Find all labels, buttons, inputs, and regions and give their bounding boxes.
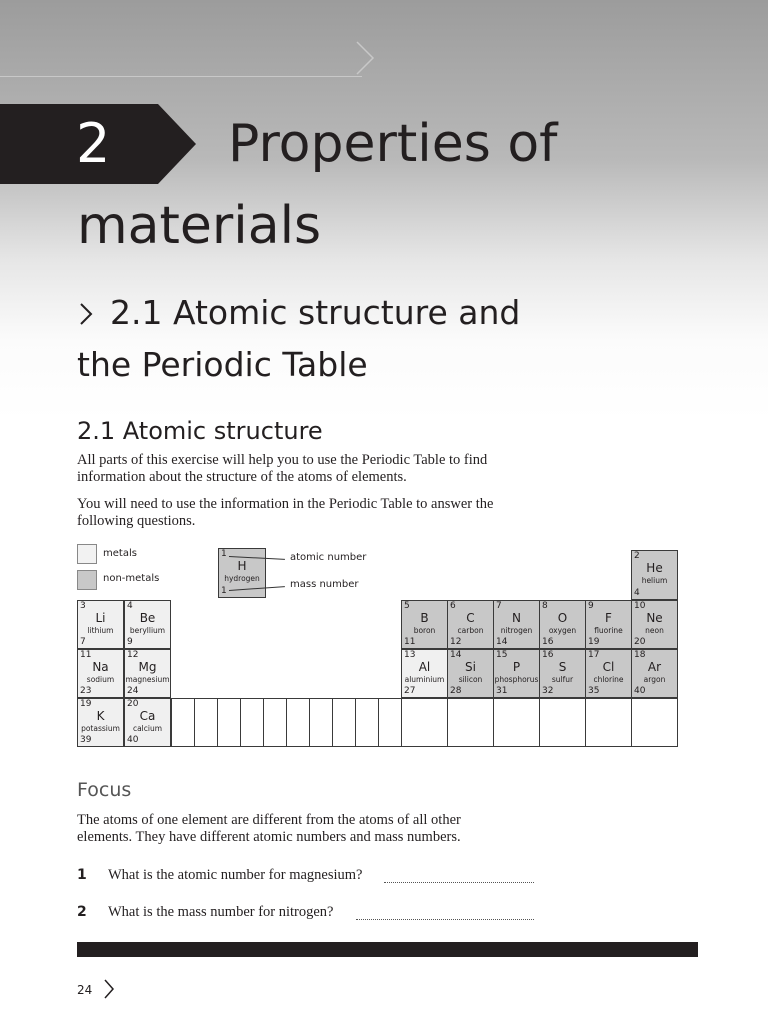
page-number: 24 [77, 983, 93, 997]
legend-swatch-metals [77, 544, 97, 564]
element-cell-k [77, 698, 124, 747]
element-atomic-number: 13 [404, 650, 416, 660]
chevron-right-icon [355, 40, 375, 76]
subsection-title: 2.1 Atomic structure [77, 417, 323, 445]
element-cell-ar [631, 649, 678, 698]
element-name: neon [645, 626, 664, 635]
empty-element-cell [539, 698, 586, 747]
element-atomic-number: 7 [496, 601, 502, 611]
chapter-title: Properties of [228, 114, 558, 174]
element-atomic-number: 17 [588, 650, 600, 660]
element-mass-number: 23 [80, 686, 92, 696]
element-symbol: Ca [139, 709, 156, 723]
element-name: sulfur [551, 675, 574, 684]
element-name: fluorine [594, 626, 623, 635]
empty-element-cell [585, 698, 632, 747]
key-mass-number: 1 [221, 586, 227, 596]
element-atomic-number: 5 [404, 601, 410, 611]
element-cell-s [539, 649, 586, 698]
element-atomic-number: 4 [127, 601, 133, 611]
answer-line-2[interactable] [356, 907, 534, 920]
section-chevron-icon [78, 302, 94, 326]
element-mass-number: 27 [404, 686, 416, 696]
element-atomic-number: 20 [127, 699, 139, 709]
element-name: phosphorus [494, 675, 539, 684]
element-symbol: Na [92, 660, 109, 674]
empty-element-cell [286, 698, 310, 747]
empty-element-cell [217, 698, 241, 747]
empty-element-cell [447, 698, 494, 747]
element-name: calcium [132, 724, 163, 733]
element-cell-c [447, 600, 494, 649]
element-name: nitrogen [500, 626, 533, 635]
answer-line-1[interactable] [384, 870, 534, 883]
element-symbol: Al [418, 660, 431, 674]
question-text-2: What is the mass number for nitrogen? [108, 904, 334, 920]
empty-element-cell [378, 698, 402, 747]
key-cell [218, 548, 266, 598]
intro-paragraph-1: All parts of this exercise will help you to use the Periodic Table to find information about the structure of the atoms of elements. [77, 452, 488, 485]
element-name: boron [413, 626, 436, 635]
element-name: helium [641, 576, 668, 585]
element-mass-number: 35 [588, 686, 600, 696]
section-title-continued: the Periodic Table [77, 345, 368, 384]
element-name: chlorine [593, 675, 624, 684]
element-mass-number: 12 [450, 637, 462, 647]
element-name: argon [643, 675, 666, 684]
empty-element-cell [194, 698, 218, 747]
element-symbol: Si [465, 660, 476, 674]
element-cell-ca [124, 698, 171, 747]
element-mass-number: 16 [542, 637, 554, 647]
element-name: potassium [81, 724, 120, 733]
element-symbol: B [420, 611, 429, 625]
empty-element-cell [309, 698, 333, 747]
element-symbol: F [605, 611, 612, 625]
element-symbol: P [512, 660, 521, 674]
element-atomic-number: 16 [542, 650, 554, 660]
element-symbol: He [646, 561, 663, 575]
element-symbol: S [558, 660, 567, 674]
element-atomic-number: 15 [496, 650, 508, 660]
question-text-1: What is the atomic number for magnesium? [108, 867, 363, 883]
element-cell-na [77, 649, 124, 698]
focus-text: The atoms of one element are different from the atoms of all other elements. They have different atomic numbers and mass numbers. [77, 812, 461, 845]
element-name: sodium [86, 675, 115, 684]
element-mass-number: 39 [80, 735, 92, 745]
element-cell-o [539, 600, 586, 649]
element-cell-p [493, 649, 540, 698]
element-mass-number: 9 [127, 637, 133, 647]
intro-paragraph-2: You will need to use the information in the Periodic Table to answer the following questions. [77, 496, 494, 529]
element-atomic-number: 3 [80, 601, 86, 611]
element-mass-number: 40 [634, 686, 646, 696]
key-label-mass-number: mass number [290, 579, 359, 590]
element-mass-number: 7 [80, 637, 86, 647]
focus-heading: Focus [77, 779, 132, 801]
element-atomic-number: 6 [450, 601, 456, 611]
element-mass-number: 14 [496, 637, 508, 647]
element-atomic-number: 19 [80, 699, 92, 709]
key-name: hydrogen [224, 574, 260, 583]
element-atomic-number: 10 [634, 601, 646, 611]
empty-element-cell [401, 698, 448, 747]
empty-element-cell [240, 698, 264, 747]
element-cell-be [124, 600, 171, 649]
element-name: silicon [458, 675, 483, 684]
element-atomic-number: 11 [80, 650, 92, 660]
empty-element-cell [263, 698, 287, 747]
footer-bar [77, 942, 698, 957]
element-symbol: Cl [602, 660, 615, 674]
element-atomic-number: 14 [450, 650, 462, 660]
element-atomic-number: 12 [127, 650, 139, 660]
element-symbol: Ar [647, 660, 662, 674]
element-cell-si [447, 649, 494, 698]
element-mass-number: 28 [450, 686, 462, 696]
element-symbol: C [466, 611, 475, 625]
element-name: magnesium [125, 675, 170, 684]
element-cell-b [401, 600, 448, 649]
chevron-right-icon [103, 978, 115, 1000]
element-mass-number: 24 [127, 686, 139, 696]
element-cell-al [401, 649, 448, 698]
element-atomic-number: 18 [634, 650, 646, 660]
element-mass-number: 19 [588, 637, 600, 647]
element-atomic-number: 8 [542, 601, 548, 611]
empty-element-cell [355, 698, 379, 747]
question-number-1: 1 [77, 867, 87, 883]
section-title: 2.1 Atomic structure and [110, 293, 521, 332]
element-cell-n [493, 600, 540, 649]
chapter-title-continued: materials [77, 196, 322, 256]
element-name: lithium [87, 626, 114, 635]
empty-element-cell [493, 698, 540, 747]
chapter-number: 2 [76, 112, 111, 175]
legend-label-non-metals: non-metals [103, 573, 160, 584]
element-symbol: Li [95, 611, 106, 625]
element-symbol: Ne [646, 611, 663, 625]
key-symbol: H [237, 559, 247, 573]
element-mass-number: 11 [404, 637, 416, 647]
element-atomic-number: 9 [588, 601, 594, 611]
element-symbol: K [96, 709, 105, 723]
legend-swatch-non-metals [77, 570, 97, 590]
header-rule [0, 76, 362, 77]
element-mass-number: 32 [542, 686, 554, 696]
element-symbol: O [557, 611, 568, 625]
legend-label-metals: metals [103, 548, 137, 559]
element-symbol: N [512, 611, 521, 625]
element-cell-li [77, 600, 124, 649]
question-number-2: 2 [77, 904, 87, 920]
element-cell-mg [124, 649, 171, 698]
element-mass-number: 31 [496, 686, 508, 696]
element-name: oxygen [548, 626, 577, 635]
element-mass-number: 40 [127, 735, 139, 745]
element-cell-cl [585, 649, 632, 698]
element-name: carbon [457, 626, 484, 635]
element-cell-ne [631, 600, 678, 649]
element-cell-he [631, 550, 678, 600]
element-symbol: Mg [138, 660, 157, 674]
element-cell-f [585, 600, 632, 649]
key-label-atomic-number: atomic number [290, 552, 367, 563]
empty-element-cell [332, 698, 356, 747]
element-symbol: Be [139, 611, 156, 625]
element-name: beryllium [129, 626, 166, 635]
element-mass-number: 20 [634, 637, 646, 647]
element-mass-number: 4 [634, 588, 640, 598]
element-atomic-number: 2 [634, 551, 640, 561]
key-atomic-number: 1 [221, 549, 227, 559]
element-name: aluminium [404, 675, 445, 684]
empty-element-cell [631, 698, 678, 747]
empty-element-cell [171, 698, 195, 747]
